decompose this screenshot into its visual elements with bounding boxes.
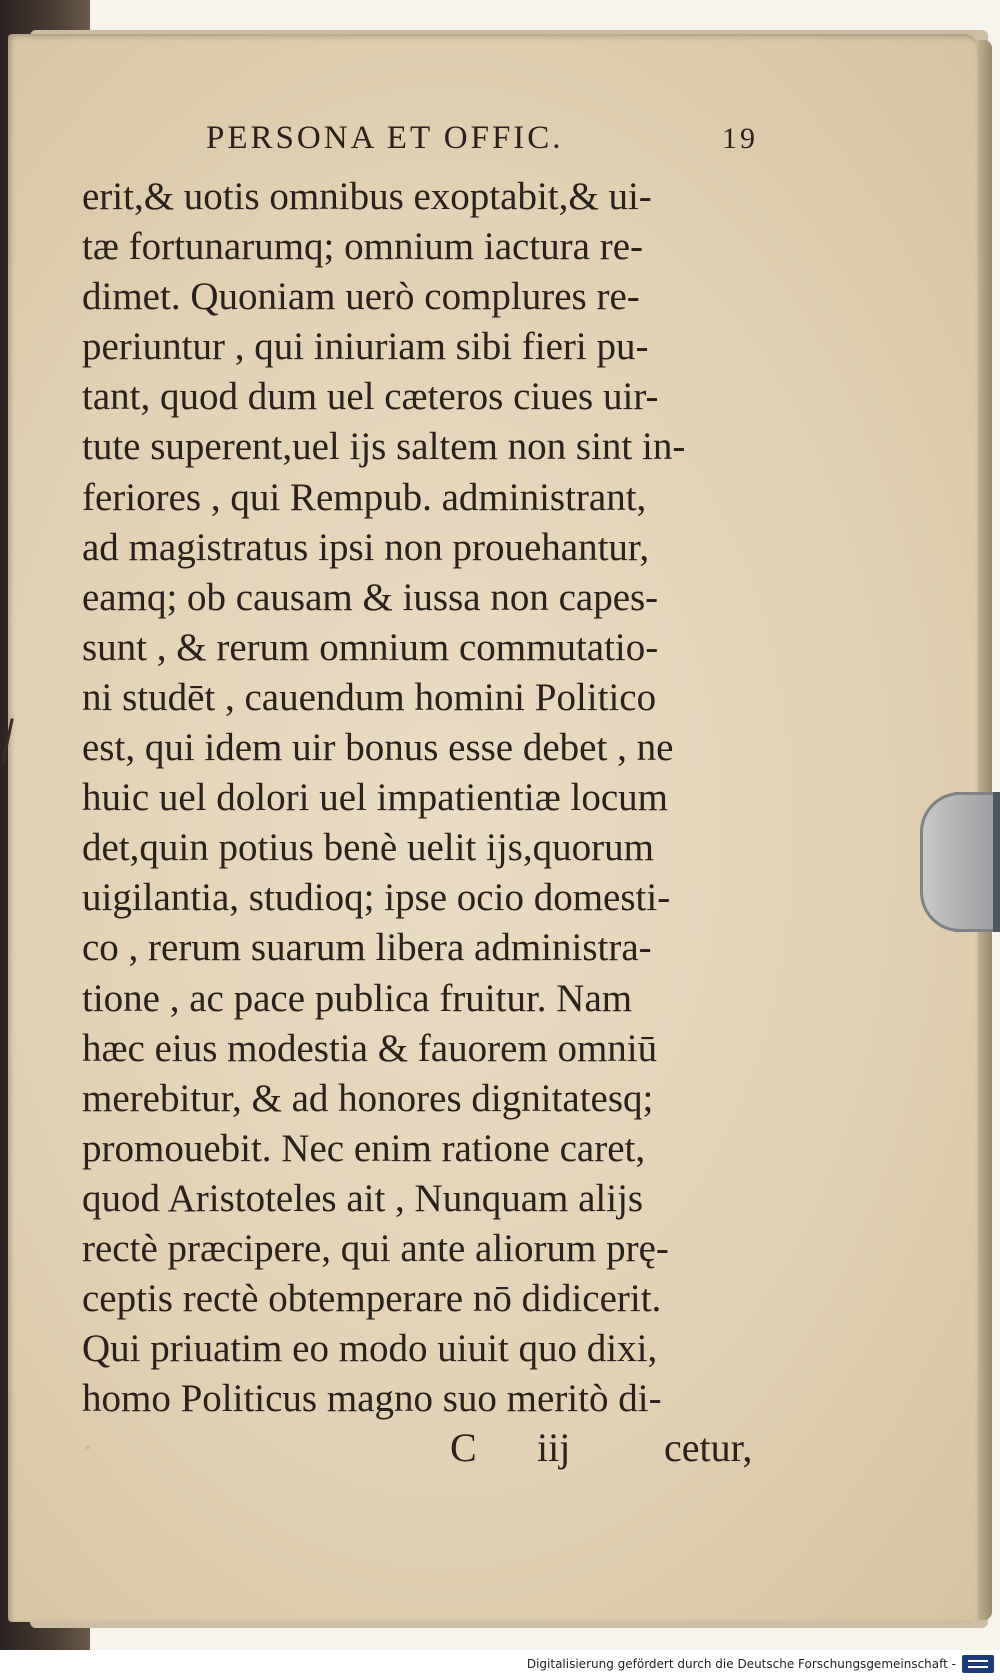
text-line: erit,& uotis omnibus exoptabit,& ui-: [82, 175, 652, 218]
text-line: promouebit. Nec enim ratione caret,: [82, 1126, 646, 1170]
text-line: dimet. Quoniam uerò complures re-: [82, 275, 640, 319]
text-line: quod Aristoteles ait , Nunquam alijs: [82, 1176, 644, 1220]
text-line: tute superent,uel ijs saltem non sint in-: [82, 425, 686, 469]
text-line: hæc eius modestia & fauorem omniū: [82, 1026, 658, 1070]
text-line: periuntur , qui iniuriam sibi fieri pu-: [82, 325, 649, 369]
text-line: Qui priuatim eo modo uiuit quo dixi,: [82, 1327, 658, 1371]
text-line: sunt , & rerum omnium commutatio-: [82, 625, 659, 669]
show-through-text: .: [84, 1423, 92, 1456]
text-line: est, qui idem uir bonus esse debet , ne: [82, 726, 674, 770]
signature-numeral: iij: [537, 1425, 571, 1471]
text-line: merebitur, & ad honores dignitatesq;: [82, 1076, 654, 1120]
text-line: det,quin potius benè uelit ijs,quorum: [82, 826, 654, 870]
signature-mark: C: [450, 1425, 477, 1471]
text-line: ni studēt , cauendum homini Politico: [82, 675, 657, 719]
text-line: feriores , qui Rempub. administrant,: [82, 475, 647, 519]
text-line: uigilantia, studioq; ipse ocio domesti-: [82, 876, 671, 920]
dfg-logo-icon: [962, 1655, 994, 1673]
credit-text: Digitalisierung gefördert durch die Deutsche Forschungsgemeinschaft -: [526, 1657, 956, 1671]
text-line: rectè præcipere, qui ante aliorum prę-: [82, 1226, 669, 1270]
text-line: huic uel dolori uel impatientiæ locum: [82, 776, 668, 820]
text-line: tione , ac pace publica fruitur. Nam: [82, 976, 633, 1020]
text-line: eamq; ob causam & iussa non capes-: [82, 575, 659, 619]
running-title: PERSONA ET OFFIC.: [206, 120, 564, 156]
text-block: [82, 120, 782, 1480]
digitization-credit-bar: [0, 1650, 1000, 1680]
page-footer: [82, 1424, 782, 1480]
page-header: [82, 120, 782, 172]
text-line: ceptis rectè obtemperare nō didicerit.: [82, 1277, 662, 1321]
text-line: tant, quod dum uel cæteros ciues uir-: [82, 375, 659, 419]
text-line: ad magistratus ipsi non prouehantur,: [82, 525, 650, 569]
page-number: 19: [722, 122, 758, 155]
catchword: cetur,: [664, 1425, 753, 1471]
text-line: tæ fortunarumq; omnium iactura re-: [82, 225, 644, 269]
text-line: homo Politicus magno suo meritò di-: [82, 1377, 662, 1421]
page-holder-clip: [920, 792, 993, 932]
body-text: [82, 172, 782, 1424]
text-line: co , rerum suarum libera administra-: [82, 926, 652, 970]
